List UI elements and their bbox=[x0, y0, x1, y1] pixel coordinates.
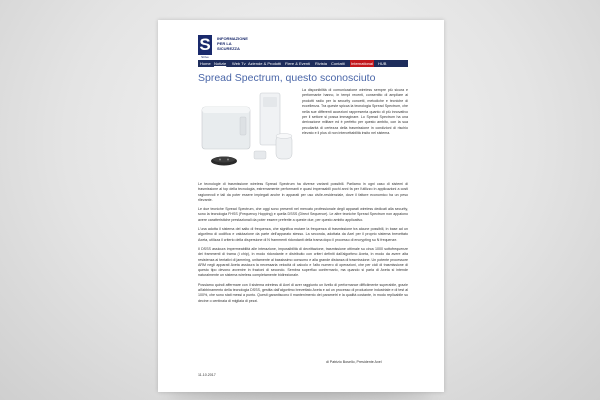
tagline bbox=[217, 36, 277, 51]
nav-item-home[interactable]: Home bbox=[200, 61, 211, 66]
body-paragraph: Le due tecniche Spread Spectrum, che oggi sono presenti nel mercato professionale degli apparati wireless dedicati alla security, sono la tecnologia FHSS (Frequency Hopping) e quella DSSS (Direct Sequence). Le altre tecniche Spread Spectrum non appaiono avere caratteristiche prestazionali da poter essere preferite a queste due, per questo ambito applicativo. bbox=[198, 207, 408, 222]
body-paragraph: L'una adotta il sistema del salto di frequenza, che significa mutare la frequenza di trasmissione tra alcune possibili, in base ad un algoritmo di codifica e valutazione da parte dell'apparato stesso. La seconda, adottata da Axel per il proprio sistema brevettato Axeta, utilizza il criterio della dispersione di N frammenti ridondanti della trama dopo il processo di encrypting su N frequenze. bbox=[198, 227, 408, 242]
logo-letter: S bbox=[199, 35, 211, 54]
nav-item-international[interactable]: International bbox=[351, 61, 374, 66]
article-signature: di Patrizio Bosello, Presidente Axel bbox=[326, 360, 382, 364]
nav-item-rivista[interactable]: Rivista bbox=[315, 61, 328, 66]
nav-item-aziende-prodotti[interactable]: Aziende & Prodotti bbox=[248, 61, 282, 66]
logo-subtext: Strive bbox=[201, 55, 209, 59]
tagline-line: INFORMAZIONE bbox=[217, 36, 248, 41]
article-title: Spread Spectrum, questo sconosciuto bbox=[198, 72, 376, 84]
page-shadow bbox=[168, 392, 432, 398]
article-intro: La disponibilità di comunicazione wireless sempre più sicura e performante hanno, in tempi recenti, consentito di ampliare ai prodotti radio per la security concetti, metodiche e tecniche di eccellenza. Tra queste spicca la tecnologia Spread Spectrum, che nella sue differenti accezioni rappresenta quanto di più innovativo per il settore si possa immaginare. Lo Spread Spectrum ha una derivazione militare ed è perfetto per questo ambito, con la sua peculiarità di certezza della trasmissione in condizioni di rischio elevato e il plus di non intercettabilità insito nel sistema. bbox=[302, 88, 408, 136]
nav-item-hub[interactable]: HUB bbox=[378, 61, 387, 66]
article-body bbox=[198, 182, 408, 308]
product-image bbox=[198, 87, 298, 175]
nav-bar bbox=[198, 60, 408, 67]
masthead bbox=[198, 35, 408, 61]
body-paragraph: Possiamo quindi affermare con il sistema wireless di Axel di aver raggiunto un livello di performance difficilmente superabile, grazie all'abbinamento della tecnologia DSSS, gestita dall'algoritmo brevettato Axeta e ad un processo di produzione industriale e di test al 100%, che sono stati messi a punto. Questi garantiscono il mantenimento dei parametri e la qualità costante, in modo replicabile su decine o centinaia di migliaia di pezzi. bbox=[198, 282, 408, 303]
body-paragraph: Le tecnologie di trasmissione wireless Spread Spectrum ha diverse varianti possibili. Parliamo in ogni caso di sistemi di trasmissione al top della tecnologia, estremamente performanti e quasi impensabili pochi anni fa per l'utilizzo in applicazioni a costi ragionevoli e tali da poter essere impiegati anche in apparati per uso civile-residenziale, dove il fattore economico ha un peso rilevante. bbox=[198, 182, 408, 202]
logo[interactable] bbox=[198, 35, 212, 55]
nav-item-notizie[interactable]: Notizie bbox=[214, 61, 227, 66]
body-paragraph: Il DSSS assicura impermeabilità alle interazione, impossibilità di decrittazione, trasmissione ottimale su circa 1000 sottofrequenze dei frammenti di trama (i chip), in modo ridondante e distribuito con criteri definiti dall'algoritmo Axeta, in modo da avere alta resistenza ai tentativi di jamming, unitamente al bassissimo consumo e alla grande distanza di trasmissione. Un potente processore ARM negli apparati Axeta assicura la necessaria velocità di calcolo e l'alto numero di operazioni, che per cicli di trasmissione di questo tipo devono avvenire in frazioni di secondo. Sembra superfluo confermarlo, ma quando si parla di Axeta si intende naturalmente un sistema wireless completamente bidirezionale. bbox=[198, 246, 408, 278]
nav-item-contatti[interactable]: Contatti bbox=[331, 61, 345, 66]
article-date: 11.10.2017 bbox=[198, 373, 216, 377]
tagline-line: SICUREZZA bbox=[217, 46, 240, 51]
document-page bbox=[158, 20, 444, 392]
tagline-line: PER LA bbox=[217, 41, 232, 46]
nav-item-web-tv[interactable]: Web Tv bbox=[232, 61, 246, 66]
nav-item-fiere-eventi[interactable]: Fiere & Eventi bbox=[285, 61, 311, 66]
